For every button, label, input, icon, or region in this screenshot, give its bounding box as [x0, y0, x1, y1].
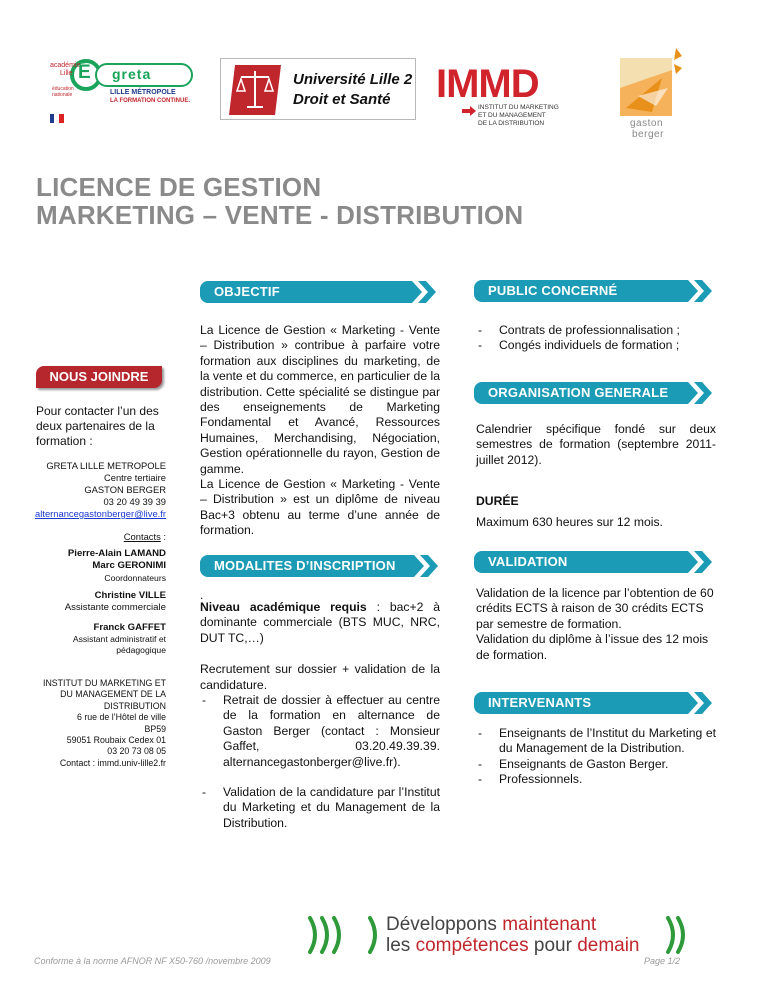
banner-chevron-icon — [674, 382, 714, 404]
banner-chevron-icon — [674, 551, 714, 573]
section-intervenants-banner — [474, 692, 716, 714]
modalites-recrutement: Recrutement sur dossier + validation de la candidature. — [200, 662, 440, 692]
slogan-right-brackets-icon — [664, 912, 690, 958]
section-objectif-banner — [200, 281, 440, 303]
banner-chevron-icon — [398, 281, 438, 303]
greta-lille: Lille — [60, 70, 73, 77]
section-modalites-banner — [200, 555, 442, 577]
footer-page-number: Page 1/2 — [644, 956, 681, 966]
immd-line1: INSTITUT DU MARKETING — [478, 104, 559, 111]
modalites-niveau — [200, 600, 440, 646]
slogan-word: compétences — [415, 935, 529, 956]
sidebar-contacts-label: Contacts — [123, 531, 161, 542]
section-objectif-title: OBJECTIF — [214, 284, 280, 299]
section-organisation-banner — [474, 382, 716, 404]
intervenants-list-item: - Enseignants de Gaston Berger. — [476, 757, 716, 772]
immd-wordmark: IMMD — [436, 62, 539, 106]
modalites-item-1: - Retrait de dossier à effectuer au centre de la formation en alternance de Gaston Berger (contact : Monsieur Gaffet, 03.20.49.39.39. alternancegastonberger@live.fr). — [200, 693, 440, 770]
section-intervenants-title: INTERVENANTS — [488, 695, 592, 710]
modalites-niveau-label: Niveau académique requis — [200, 600, 367, 614]
coordinator-name: Pierre-Alain LAMAND — [67, 548, 166, 559]
sidebar-immd-line: 6 rue de l’Hôtel de ville — [77, 712, 166, 723]
section-public-banner — [474, 280, 716, 302]
slogan-word: demain — [577, 935, 640, 956]
objectif-paragraph-1: La Licence de Gestion « Marketing - Vente – Distribution » contribue à parfaire votre formation aux disciplines du marketing, de la vente et du commerce, en particulier de la distribution. Cette spécialité se distingue par des enseignements de Marketing Fondamental et Avancé, Ressources Humaines, Merchandising, Négociation, Gestion opérationnelle du rayon, Gestion de gamme. — [200, 323, 440, 476]
sidebar-immd-line: INSTITUT DU MARKETING ET DU MANAGEMENT DE LA DISTRIBUTION — [43, 678, 166, 711]
lille2-line2: Droit et Santé — [293, 91, 391, 108]
footer-norm: Conforme à la norme AFNOR NF X50-760 /novembre 2009 — [34, 956, 271, 966]
greta-line1: LILLE MÉTROPOLE — [110, 89, 176, 96]
person2-name: Franck GAFFET — [93, 622, 166, 633]
sidebar-greta-line: GASTON BERGER — [84, 484, 166, 495]
greta-line2: LA FORMATION CONTINUE. — [110, 98, 190, 104]
organisation-text: Calendrier spécifique fondé sur deux semestres de formation (septembre 2011- juillet 2012). — [476, 422, 716, 467]
immd-logo — [436, 62, 586, 132]
coordinator-role: Coordonnateurs — [104, 573, 166, 583]
sidebar-person1 — [30, 590, 166, 614]
modalites-text — [200, 590, 440, 831]
section-modalites-title: MODALITES D’INSCRIPTION — [214, 558, 396, 573]
gaston-line2: berger — [632, 129, 664, 140]
sidebar-greta-block — [30, 460, 166, 520]
public-list — [476, 323, 716, 354]
section-organisation-title: ORGANISATION GENERALE — [488, 385, 669, 400]
section-nous-joindre-title: NOUS JOINDRE — [49, 369, 149, 384]
validation-text — [476, 586, 716, 663]
sidebar-greta-line: GRETA LILLE METROPOLE — [46, 460, 166, 471]
person2-role: Assistant administratif et pédagogique — [72, 634, 166, 655]
gaston-line1: gaston — [630, 118, 664, 129]
public-list-item: - Congés individuels de formation ; — [476, 338, 716, 353]
sidebar-coordinators — [30, 548, 166, 584]
section-nous-joindre-banner — [36, 366, 162, 388]
coordinator-name: Marc GERONIMI — [92, 560, 166, 571]
greta-nationale: nationale — [52, 92, 73, 98]
intervenants-list-item: - Professionnels. — [476, 772, 716, 787]
duree-label: DURÉE — [476, 494, 519, 508]
sidebar-greta-line: Centre tertiaire — [103, 472, 166, 483]
justice-scales-icon — [227, 61, 285, 119]
slogan-word: maintenant — [502, 914, 597, 935]
validation-paragraph: Validation de la licence par l’obtention de 60 crédits ECTS à raison de 30 crédits ECTS par semestre de formation. — [476, 586, 714, 631]
section-validation-title: VALIDATION — [488, 554, 568, 569]
slogan-word: Développons — [386, 914, 497, 935]
arrow-right-icon — [462, 106, 476, 116]
modalites-niveau-text: : bac+2 à dominante commerciale (BTS MUC, NRC, DUT TC,…) — [200, 600, 441, 645]
sidebar-immd-line: 59051 Roubaix Cedex 01 — [66, 735, 166, 746]
slogan-word: les — [386, 935, 411, 956]
section-validation-banner — [474, 551, 716, 573]
slogan-left-brackets-icon — [306, 912, 386, 958]
greta-wordmark: greta — [112, 66, 152, 82]
slogan-line2 — [386, 935, 640, 957]
modalites-item-2: - Validation de la candidature par l’Institut du Marketing et du Management de la Distribution. — [200, 785, 440, 831]
sidebar-greta-line: 03 20 49 39 39 — [103, 496, 166, 507]
intervenants-list-item: - Enseignants de l’Institut du Marketing et du Management de la Distribution. — [476, 726, 716, 757]
immd-line2: ET DU MANAGEMENT — [478, 112, 546, 119]
sidebar-immd-line: 03 20 73 08 05 — [107, 746, 166, 757]
sidebar-contacts-heading: Contacts : — [123, 531, 166, 542]
sidebar-intro: Pour contacter l’un des deux partenaires de la formation : — [36, 404, 159, 448]
slogan-line1 — [386, 914, 596, 936]
person1-name: Christine VILLE — [94, 590, 166, 601]
greta-logo: académie Lille É greta éducation nationale LILLE MÉTROPOLE LA FORMATION CONTINUE. — [48, 58, 198, 128]
slogan-word: pour — [533, 935, 572, 956]
validation-paragraph: Validation du diplôme à l’issue des 12 mois de formation. — [476, 632, 709, 662]
section-public-title: PUBLIC CONCERNÉ — [488, 283, 618, 298]
immd-line3: DE LA DISTRIBUTION — [478, 120, 545, 127]
page-title-line2: MARKETING – VENTE - DISTRIBUTION — [36, 200, 524, 230]
greta-education: éducation — [52, 86, 74, 92]
sidebar-immd-block — [30, 678, 166, 769]
greta-academie: académie — [50, 62, 81, 69]
banner-chevron-icon — [400, 555, 440, 577]
page-title-line1: LICENCE DE GESTION — [36, 172, 322, 202]
banner-chevron-icon — [674, 692, 714, 714]
duree-text: Maximum 630 heures sur 12 mois. — [476, 515, 663, 529]
modalites-dot: . — [200, 588, 204, 602]
sidebar-greta-email-link[interactable]: alternancegastonberger@live.fr — [35, 508, 166, 519]
lille2-line1: Université Lille 2 — [293, 71, 413, 88]
banner-chevron-icon — [674, 280, 714, 302]
person1-role: Assistante commerciale — [64, 602, 166, 613]
objectif-paragraph-2: La Licence de Gestion « Marketing - Vente – Distribution » est un diplôme de niveau Bac+3 obtenu au terme d’une année de formation. — [200, 477, 440, 538]
sidebar-immd-line: BP59 — [144, 723, 166, 734]
sidebar-person2 — [30, 622, 166, 656]
objectif-text — [200, 323, 440, 539]
intervenants-list — [476, 726, 716, 788]
lille2-logo — [220, 58, 416, 120]
public-list-item: - Contrats de professionnalisation ; — [476, 323, 716, 338]
gaston-berger-logo — [612, 48, 688, 144]
sidebar-immd-line: Contact : immd.univ-lille2.fr — [59, 757, 166, 768]
